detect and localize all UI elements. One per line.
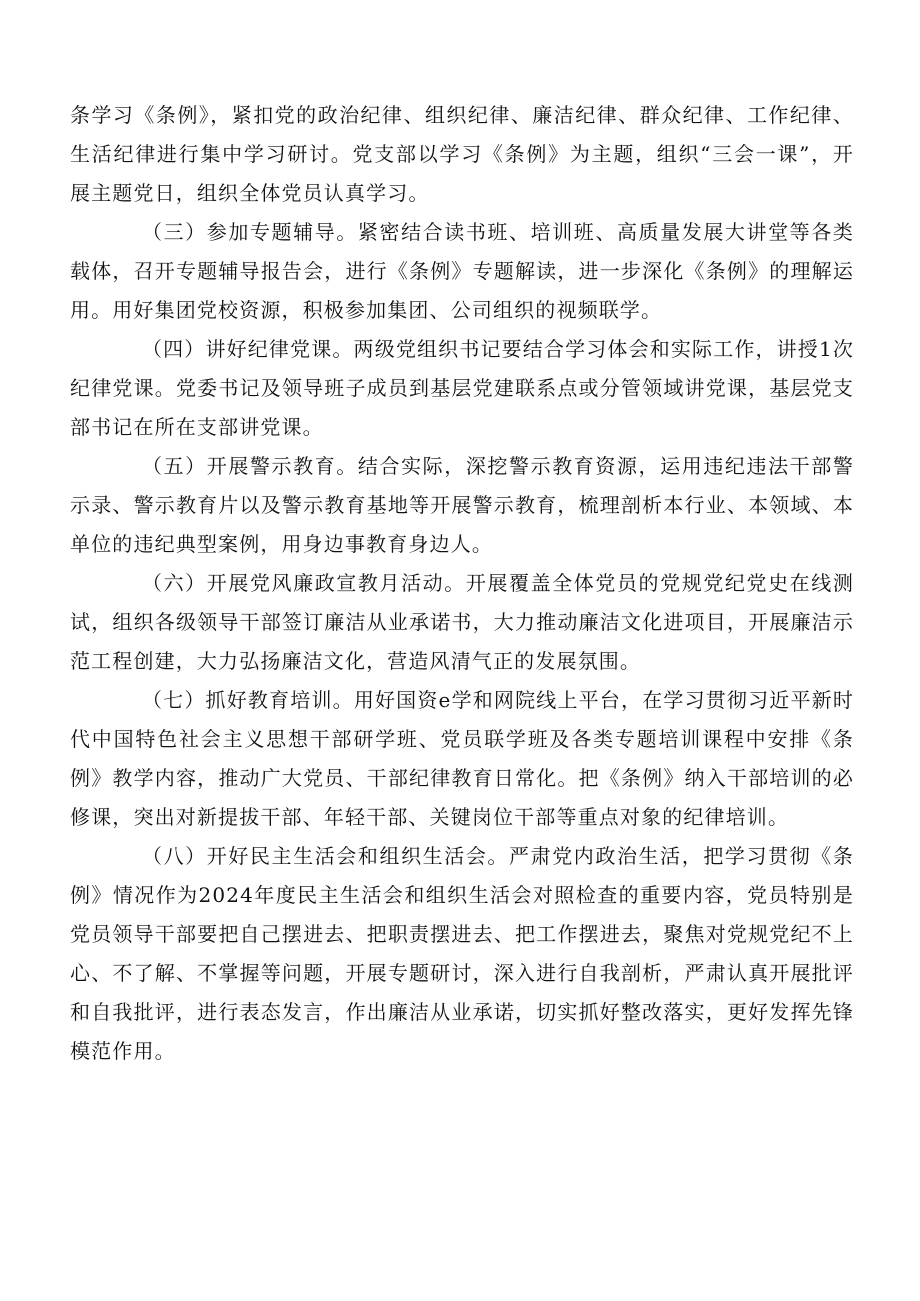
- paragraph-section-3: （三）参加专题辅导。紧密结合读书班、培训班、高质量发展大讲堂等各类载体，召开专题辅导报告会，进行《条例》专题解读，进一步深化《条例》的理解运用。用好集团党校资源，积极参加集团、公司组织的视频联学。: [70, 220, 854, 322]
- paragraph-section-8: （八）开好民主生活会和组织生活会。严肃党内政治生活，把学习贯彻《条例》情况作为2024年度民主生活会和组织生活会对照检查的重要内容，党员特别是党员领导干部要把自己摆进去、把职责摆进去、把工作摆进去，聚焦对党规党纪不上心、不了解、不掌握等问题，开展专题研讨，深入进行自我剖析，严肃认真开展批评和自我批评，进行表态发言，作出廉洁从业承诺，切实抓好整改落实，更好发挥先锋模范作用。: [70, 844, 854, 1063]
- paragraph-section-5: （五）开展警示教育。结合实际，深挖警示教育资源，运用违纪违法干部警示录、警示教育片以及警示教育基地等开展警示教育，梳理剖析本行业、本领域、本单位的违纪典型案例，用身边事教育身边人。: [70, 454, 854, 556]
- paragraph-section-7: （七）抓好教育培训。用好国资e学和网院线上平台，在学习贯彻习近平新时代中国特色社会主义思想干部研学班、党员联学班及各类专题培训课程中安排《条例》教学内容，推动广大党员、干部纪律教育日常化。把《条例》纳入干部培训的必修课，突出对新提拔干部、年轻干部、关键岗位干部等重点对象的纪律培训。: [70, 688, 854, 829]
- paragraph-section-4: （四）讲好纪律党课。两级党组织书记要结合学习体会和实际工作，讲授1次纪律党课。党委书记及领导班子成员到基层党建联系点或分管领域讲党课，基层党支部书记在所在支部讲党课。: [70, 337, 854, 439]
- paragraph-section-6: （六）开展党风廉政宣教月活动。开展覆盖全体党员的党规党纪党史在线测试，组织各级领导干部签订廉洁从业承诺书，大力推动廉洁文化进项目，开展廉洁示范工程创建，大力弘扬廉洁文化，营造风清气正的发展氛围。: [70, 571, 854, 673]
- document-body: [70, 96, 854, 1071]
- paragraph-continuation: 条学习《条例》，紧扣党的政治纪律、组织纪律、廉洁纪律、群众纪律、工作纪律、生活纪律进行集中学习研讨。党支部以学习《条例》为主题，组织“三会一课”，开展主题党日，组织全体党员认真学习。: [70, 103, 854, 205]
